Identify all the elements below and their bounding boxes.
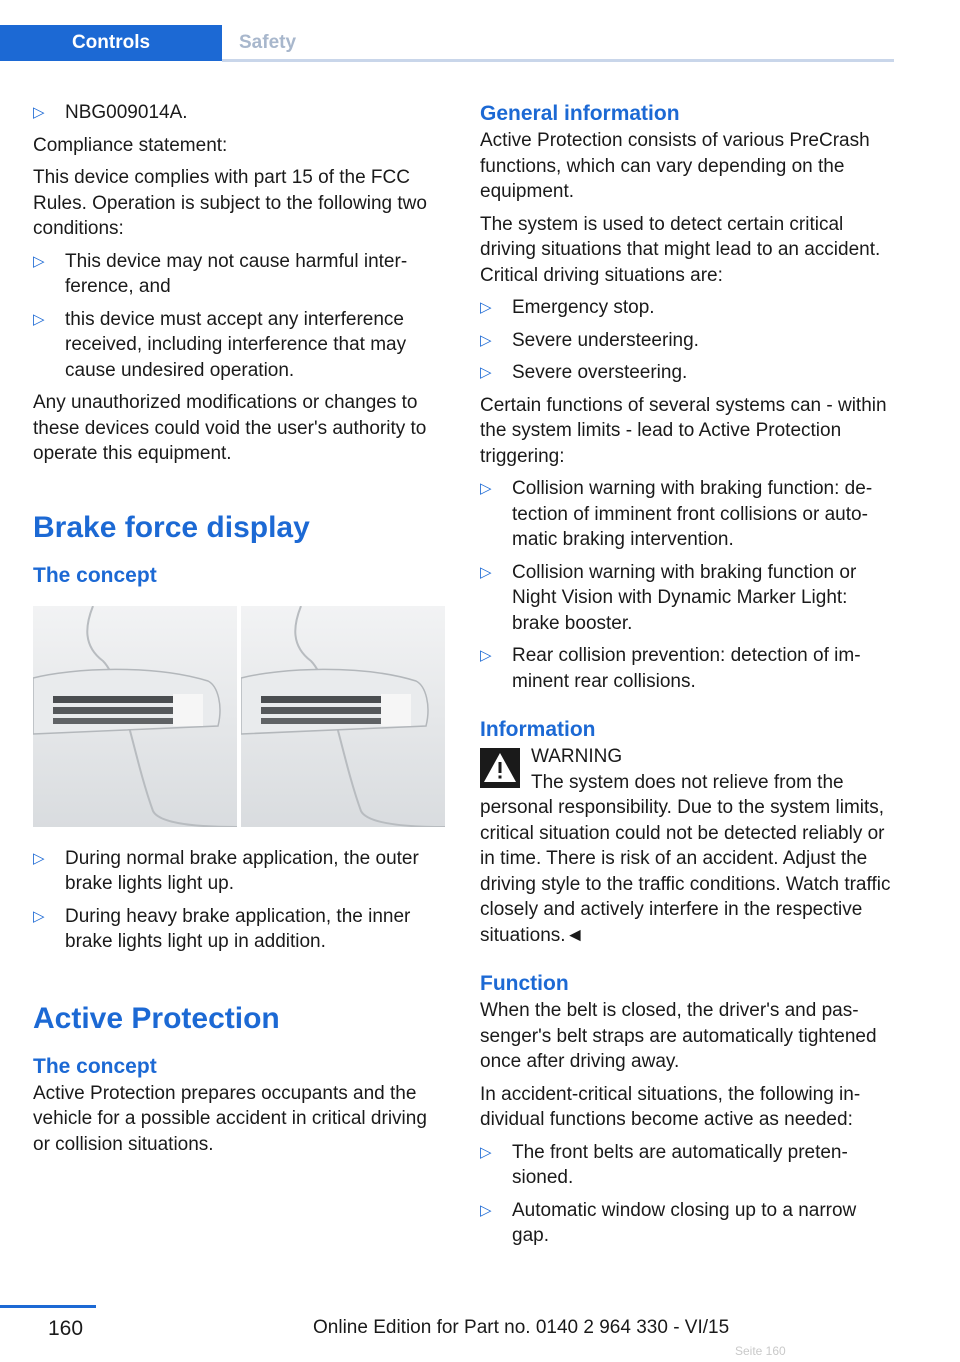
section-title-brake-force: Brake force display bbox=[33, 510, 310, 544]
bullet-triangle-icon: ▷ bbox=[480, 480, 492, 497]
section-title-active-protection: Active Protection bbox=[33, 1001, 280, 1035]
bullet-triangle-icon: ▷ bbox=[33, 907, 45, 925]
list-item-nbg bbox=[33, 100, 449, 126]
list-item-text: Severe oversteering. bbox=[512, 362, 688, 383]
list-item-text: Severe understeering. bbox=[512, 329, 699, 351]
list-item bbox=[33, 904, 449, 955]
warning-triangle-icon bbox=[480, 748, 520, 788]
list-item bbox=[480, 476, 898, 553]
list-item bbox=[33, 249, 449, 300]
tab-controls[interactable]: Controls bbox=[0, 25, 222, 61]
list-item bbox=[33, 846, 449, 897]
bullet-triangle-icon: ▷ bbox=[480, 647, 492, 664]
brake-list bbox=[33, 846, 449, 955]
list-item-text: During heavy brake application, the inner brake lights light up in addition. bbox=[65, 905, 411, 952]
function-list bbox=[480, 1140, 898, 1249]
functions-intro: Certain functions of several systems can - within the system limits - lead to Active Protection triggering: bbox=[480, 394, 887, 467]
warning-text: The system does not relieve from the personal responsibility. Due to the system limits, critical situation could not be detected reliably or in time. There is risk of an accident. Adjust the driving style to the traffic conditions. Watch traffic closely and actively interfere in the respective situations.◄ bbox=[480, 771, 891, 946]
bullet-triangle-icon: ▷ bbox=[480, 299, 492, 316]
list-item-text: Collision warning with braking function: detection of imminent front collisions or automatic braking intervention. bbox=[512, 478, 873, 550]
subheading-active-concept: The concept bbox=[33, 1054, 157, 1078]
unauthorized-text: Any unauthorized modifications or changes to these devices could void the user's authority to operate this equipment. bbox=[33, 392, 427, 464]
active-protection-text: Active Protection prepares occupants and the vehicle for a possible accident in critical driving or collision situations. bbox=[33, 1082, 427, 1155]
bullet-triangle-icon: ▷ bbox=[480, 563, 492, 581]
list-item bbox=[480, 360, 898, 386]
general-text-1: Active Protection consists of various PreCrash functions, which can vary depending on the equipment. bbox=[480, 130, 870, 202]
bullet-triangle-icon: ▷ bbox=[480, 331, 492, 349]
list-item bbox=[480, 295, 898, 321]
list-item-text: Rear collision prevention: detection of imminent rear collisions. bbox=[512, 645, 861, 692]
brake-lights-images bbox=[33, 606, 449, 827]
list-item-text: The front belts are automatically pretensioned. bbox=[512, 1141, 848, 1188]
general-text-2: The system is used to detect certain critical driving situations that might lead to an accident. Critical driving situations are: bbox=[480, 213, 881, 286]
bullet-triangle-icon: ▷ bbox=[33, 849, 45, 867]
bullet-triangle-icon: ▷ bbox=[33, 252, 45, 270]
list-item bbox=[480, 1198, 898, 1249]
bullet-triangle-icon: ▷ bbox=[33, 310, 45, 328]
edition-text: Online Edition for Part no. 0140 2 964 330 - VI/15 bbox=[313, 1317, 730, 1338]
footer-rule bbox=[0, 1305, 96, 1308]
brake-lights-heavy-image bbox=[241, 606, 445, 827]
bullet-triangle-icon: ▷ bbox=[480, 364, 492, 381]
subheading-brake-concept: The concept bbox=[33, 563, 157, 587]
bullet-triangle-icon: ▷ bbox=[480, 1201, 492, 1219]
brake-lights-normal-image bbox=[33, 606, 237, 827]
list-item bbox=[480, 643, 898, 694]
function-text-2: In accident-critical situations, the following individual functions become active as needed: bbox=[480, 1083, 861, 1130]
list-item-text: Collision warning with braking function or Night Vision with Dynamic Marker Light: brake booster. bbox=[512, 561, 857, 634]
list-item bbox=[480, 1140, 898, 1191]
compliance-text: This device complies with part 15 of the FCC Rules. Operation is subject to the following two conditions: bbox=[33, 167, 427, 239]
conditions-list bbox=[33, 249, 449, 384]
functions-list bbox=[480, 476, 898, 694]
list-item bbox=[480, 328, 898, 354]
list-item bbox=[480, 560, 898, 637]
warning-block bbox=[480, 744, 898, 948]
subheading-general-information: General information bbox=[480, 102, 680, 125]
situations-list bbox=[480, 295, 898, 386]
list-item-text: This device may not cause harmful interference, and bbox=[65, 250, 408, 297]
tab-safety[interactable]: Safety bbox=[239, 32, 297, 53]
list-item-text: this device must accept any interference received, including interference that may cause undesired operation. bbox=[65, 308, 407, 381]
left-column bbox=[33, 100, 449, 1164]
header-tabs bbox=[0, 25, 339, 61]
subheading-information: Information bbox=[480, 718, 596, 741]
watermark-text: Seite 160 bbox=[735, 1344, 786, 1358]
list-item-text: Automatic window closing up to a narrow gap. bbox=[512, 1199, 857, 1246]
list-item bbox=[33, 307, 449, 384]
header-rule bbox=[222, 59, 894, 62]
warning-label: WARNING bbox=[531, 746, 623, 767]
list-item-text: NBG009014A. bbox=[65, 102, 188, 123]
list-item-text: During normal brake application, the outer brake lights light up. bbox=[65, 847, 419, 894]
bullet-triangle-icon: ▷ bbox=[33, 104, 45, 121]
right-column bbox=[480, 100, 898, 1256]
compliance-label: Compliance statement: bbox=[33, 134, 228, 156]
bullet-triangle-icon: ▷ bbox=[480, 1143, 492, 1161]
list-item-text: Emergency stop. bbox=[512, 297, 655, 318]
function-text-1: When the belt is closed, the driver's and passenger's belt straps are automatically tightened once after driving away. bbox=[480, 1000, 877, 1072]
subheading-function: Function bbox=[480, 972, 569, 995]
page-number: 160 bbox=[48, 1317, 84, 1340]
